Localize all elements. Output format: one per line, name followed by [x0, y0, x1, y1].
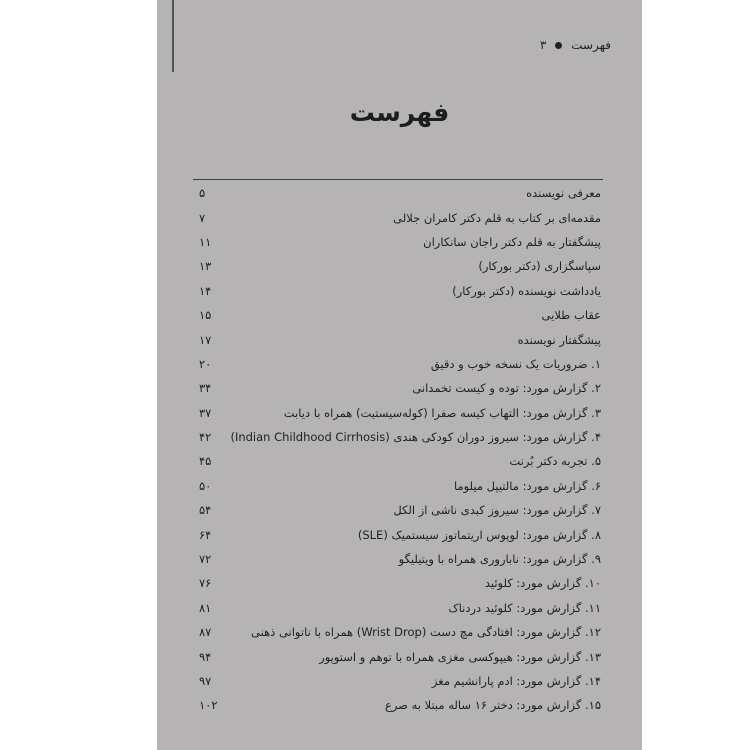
toc-entry[interactable]: [193, 547, 603, 571]
toc-entry-page: ۴۵: [199, 454, 212, 469]
running-title: فهرست: [571, 38, 611, 52]
toc-entry[interactable]: [193, 425, 603, 449]
toc-entry-page: ۷۶: [199, 576, 212, 591]
toc-entry-title: ۳. گزارش مورد: التهاب کیسه صفرا (کوله‌سیستیت) همراه با دیابت: [283, 405, 601, 420]
toc-entry[interactable]: [193, 498, 603, 522]
toc-entry[interactable]: [193, 644, 603, 668]
toc-entry-page: ۸۱: [199, 600, 212, 615]
toc-entry-title: ۱۱. گزارش مورد: کلوئید دردناک: [448, 600, 601, 615]
toc-entry-title: ۱. ضروریات یک نسخه خوب و دقیق: [430, 356, 601, 371]
toc-entry-title: سپاسگزاری (دکتر بورکار): [478, 259, 601, 274]
table-of-contents: [193, 181, 603, 718]
toc-entry-page: ۳۴: [199, 381, 212, 396]
toc-entry-page: ۱۴: [199, 283, 212, 298]
toc-entry-page: ۱۰۲: [199, 698, 218, 713]
page-number: ۳: [539, 38, 547, 52]
toc-entry-title: مقدمه‌ای بر کتاب به قلم دکتر کامران جلالی: [393, 210, 601, 225]
toc-entry[interactable]: [193, 474, 603, 498]
toc-entry-page: ۲۰: [199, 356, 212, 371]
toc-entry[interactable]: [193, 449, 603, 473]
toc-entry-title: ۹. گزارش مورد: ناباروری همراه با ویتیلیگو: [398, 552, 601, 567]
toc-entry[interactable]: [193, 571, 603, 595]
title-divider: [193, 179, 603, 180]
toc-entry-title: ۱۰. گزارش مورد: کلوئید: [484, 576, 601, 591]
toc-entry[interactable]: [193, 596, 603, 620]
toc-entry-title: عقاب طلایی: [541, 308, 601, 323]
toc-entry-page: ۵۰: [199, 478, 212, 493]
toc-entry[interactable]: [193, 669, 603, 693]
toc-entry-page: ۳۷: [199, 405, 212, 420]
margin-rule: [172, 0, 174, 72]
toc-entry-title: ۵. تجربه دکتر بُرنت: [509, 454, 601, 469]
toc-entry-title: ۱۴. گزارش مورد: ادم پارانشیم مغز: [431, 674, 601, 688]
toc-entry[interactable]: [193, 620, 603, 644]
toc-entry-page: ۸۷: [199, 625, 212, 640]
toc-entry-title: ۱۵. گزارش مورد: دختر ۱۶ ساله مبتلا به صرع: [384, 698, 601, 713]
toc-entry-title: ۲. گزارش مورد: توده و کیست تخمدانی: [412, 381, 601, 396]
toc-entry-page: ۵: [199, 186, 206, 201]
toc-entry-title: پیشگفتار نویسنده: [517, 332, 601, 347]
toc-entry[interactable]: [193, 279, 603, 303]
toc-entry-title: ۱۳. گزارش مورد: هیپوکسی مغزی همراه با توهم و استوپور: [319, 649, 601, 664]
toc-entry[interactable]: [193, 522, 603, 546]
toc-entry-title: ۱۲. گزارش مورد: افتادگی مچ دست (Wrist Drop) همراه با ناتوانی ذهنی: [251, 625, 601, 640]
toc-entry-page: ۹۴: [199, 649, 212, 664]
toc-entry-title: ۸. گزارش مورد: لوپوس اریتماتوز سیستمیک (SLE): [357, 527, 601, 542]
toc-entry[interactable]: [193, 376, 603, 400]
toc-entry-page: ۴۲: [199, 430, 212, 445]
toc-entry-page: ۱۳: [199, 259, 212, 274]
toc-entry[interactable]: [193, 303, 603, 327]
toc-entry-page: ۵۴: [199, 503, 212, 518]
toc-entry[interactable]: [193, 352, 603, 376]
toc-entry-page: ۹۷: [199, 674, 212, 688]
toc-entry[interactable]: [193, 254, 603, 278]
toc-entry[interactable]: [193, 205, 603, 229]
toc-entry[interactable]: [193, 230, 603, 254]
toc-entry[interactable]: [193, 693, 603, 717]
toc-entry-title: پیشگفتار به قلم دکتر راجان سانکاران: [423, 234, 601, 249]
toc-entry-title: ۴. گزارش مورد: سیروز دوران کودکی هندی (Indian Childhood Cirrhosis): [230, 430, 601, 445]
toc-entry-page: ۱۷: [199, 332, 212, 347]
toc-entry-page: ۱۱: [199, 234, 212, 249]
toc-entry-title: ۷. گزارش مورد: سیروز کبدی ناشی از الکل: [393, 503, 601, 518]
page-title: فهرست: [349, 98, 450, 127]
toc-entry-page: ۷۲: [199, 552, 212, 567]
bullet-dot-icon: [555, 42, 562, 49]
toc-entry[interactable]: [193, 181, 603, 205]
toc-entry[interactable]: [193, 401, 603, 425]
toc-entry-title: ۶. گزارش مورد: مالتیپل میلوما: [453, 478, 601, 493]
toc-entry-title: یادداشت نویسنده (دکتر بورکار): [452, 283, 601, 298]
toc-entry-page: ۱۵: [199, 308, 212, 323]
toc-entry-page: ۶۴: [199, 527, 212, 542]
running-header: [540, 38, 611, 52]
toc-entry-page: ۷: [199, 210, 206, 225]
toc-entry-title: معرفی نویسنده: [526, 186, 601, 201]
toc-entry[interactable]: [193, 327, 603, 351]
